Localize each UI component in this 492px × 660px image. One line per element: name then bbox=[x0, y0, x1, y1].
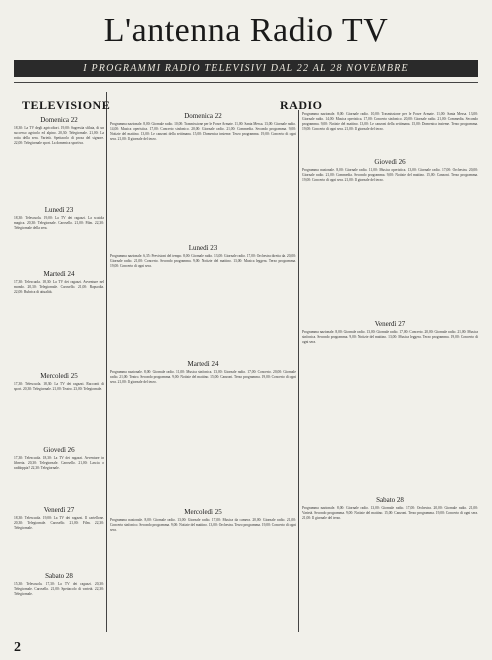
page-title: L'antenna Radio TV bbox=[103, 12, 389, 49]
radio-day-text: Programma nazionale. 8,00: Giornale radio. 13,00: Giornale radio. 17,00: Concerto. 20,00: Giornale radio. 21,00: Musica sinfonica. Secondo programma. 9,00: Notizie del mattino. 13,00: Musica leggera. Terzo programma. 19,00: Concerto di ogni sera. bbox=[302, 330, 478, 344]
tv-day-label: Domenica 22 bbox=[40, 116, 78, 124]
radio-day-label: Sabato 28 bbox=[376, 496, 404, 504]
radio-day-text: Programma nazionale. 8,00: Giornale radio. 10,00: Trasmissione per le Forze Armate. 11,00: Santa Messa. 13,00: Giornale radio. 14,00: Musica operistica. 17,00: Concerto sinfonico. 20,00: Giornale radio. 21,00: Commedia. Secondo programma. 9,00: Notizie del mattino. 13,00: Le canzoni della settimana. 15,00: Domenica insieme. Terzo programma. 19,00: Concerto di ogni sera. 21,00: Il giornale del terzo. bbox=[110, 122, 296, 141]
radio-day-text: Programma nazionale. 8,00: Giornale radio. 13,00: Giornale radio. 17,00: Orchestra. 20,00: Giornale radio. 21,00: Varietà. Secondo programma. 9,00: Notizie del mattino. 15,00: Canzoni. Terzo programma. 19,00: Concerto di ogni sera. 21,00: Il giornale del terzo. bbox=[302, 506, 478, 520]
page-number: 2 bbox=[14, 640, 21, 655]
tv-day-label: Mercoledì 25 bbox=[40, 372, 78, 380]
radio-day-text: Programma nazionale. 8,00: Giornale radio. 11,00: Musica operistica. 13,00: Giornale radio. 17,00: Orchestra. 20,00: Giornale radio. 21,00: Commedia. Secondo programma. 9,00: Notizie del mattino. 15,00: Canzoni. Terzo programma. 19,00: Concerto di ogni sera. 21,00: Il giornale del terzo. bbox=[302, 168, 478, 182]
radio-day-label: Lunedì 23 bbox=[188, 244, 218, 252]
tv-day-text: 18,30: Telescuola. 19,00: La TV dei ragazzi. Il cartellone. 20,30: Telegiornale. Carosello. 21,00: Film. 22,30: Telegiornale. bbox=[14, 516, 104, 530]
tv-day-label: Lunedì 23 bbox=[44, 206, 74, 214]
tv-day-text: 18,30: La TV degli agricoltori. 19,00: Sagrestia sfilata, di un successo agricolo ed alpino. 20,30: Telegiornale. 21,00: La rotta della sera. Varietà. Spettacolo di prosa del signore. 22,00: Telegiornale sport. La domenica sportiva. bbox=[14, 126, 104, 145]
radio-day-label: Domenica 22 bbox=[184, 112, 222, 120]
radio-day-label: Venerdì 27 bbox=[374, 320, 406, 328]
tv-day-text: 15,30: Telescuola. 17,30: La TV dei ragazzi. 20,30: Telegiornale. Carosello. 21,00: Spettacolo di varietà. 22,30: Telegiornale. bbox=[14, 582, 104, 596]
tv-day-text: 17,30: Telescuola. 18,30: La TV dei ragazzi. Avventure nel mondo. 20,30: Telegiornale. Carosello. 21,00: Rapsodia. 22,00: Rubrica di attualità. bbox=[14, 280, 104, 294]
radio-day-label: Martedì 24 bbox=[187, 360, 219, 368]
tv-day-text: 17,30: Telescuola. 18,30: La TV dei ragazzi. Avventure in libreria. 20,30: Telegiornale. Carosello. 21,00: Lascia o raddoppia? 22,30: Telegiornale. bbox=[14, 456, 104, 470]
top-rule bbox=[14, 82, 478, 83]
tv-day-text: 18,30: Telescuola. 19,00: La TV dei ragazzi. La scatola magica. 20,30: Telegiornale. Carosello. 21,00: Film. 22,30: Telegiornale della sera. bbox=[14, 216, 104, 230]
column-divider-left bbox=[106, 92, 107, 632]
date-banner: I PROGRAMMI RADIO TELEVISIVI DAL 22 AL 28 NOVEMBRE bbox=[14, 60, 478, 77]
tv-day-label: Sabato 28 bbox=[45, 572, 73, 580]
radio-day-text: Programma nazionale. 8,00: Giornale radio. 11,00: Musica sinfonica. 13,00: Giornale radio. 17,00: Concerto. 20,00: Giornale radio. 21,00: Teatro. Secondo programma. 9,00: Notizie del mattino. 15,00: Canzoni. Terzo programma. 19,00: Concerto di ogni sera. 21,00: Il giornale del terzo. bbox=[110, 370, 296, 384]
tv-day-label: Martedì 24 bbox=[43, 270, 75, 278]
radio-day-text: Programma nazionale. 8,00: Giornale radio. 13,00: Giornale radio. 17,00: Musica da camera. 20,00: Giornale radio. 21,00: Concerto sinfonico. Secondo programma. 9,00: Notizie del mattino. 13,00: Orchestra. Terzo programma. 19,00: Concerto di ogni sera. bbox=[110, 518, 296, 532]
tv-day-label: Venerdì 27 bbox=[43, 506, 75, 514]
tv-day-label: Giovedì 26 bbox=[43, 446, 75, 454]
radio-heading: RADIO bbox=[280, 98, 323, 112]
radio-day-label: Mercoledì 25 bbox=[184, 508, 222, 516]
tv-day-text: 17,30: Telescuola. 18,30: La TV dei ragazzi. Racconti di sport. 20,30: Telegiornale. 21,00: Teatro. 23,00: Telegiornale. bbox=[14, 382, 104, 391]
column-divider-right bbox=[298, 110, 299, 632]
radio-day-text: Programma nazionale. 6,35: Previsioni del tempo. 8,00: Giornale radio. 13,00: Giornale radio. 17,00: Orchestra diretta da. 20,00: Giornale radio. 21,00: Concerto. Secondo programma. 9,00: Notizie del mattino. 13,00: Musica leggera. Terzo programma. 19,00: Concerto di ogni sera. bbox=[110, 254, 296, 268]
tv-heading: TELEVISIONE bbox=[22, 98, 111, 112]
radio-day-text-continued: Programma nazionale. 8,00: Giornale radio. 10,00: Trasmissione per le Forze Armate. 11,00: Santa Messa. 13,00: Giornale radio. 14,00: Musica operistica. 17,00: Concerto sinfonico. 20,00: Giornale radio. 21,00: Commedia. Secondo programma. 9,00: Notizie del mattino. 13,00: Le canzoni della settimana. 15,00: Domenica insieme. Terzo programma. 19,00: Concerto di ogni sera. 21,00: Il giornale del terzo. bbox=[302, 112, 478, 131]
radio-day-label: Giovedì 26 bbox=[374, 158, 406, 166]
